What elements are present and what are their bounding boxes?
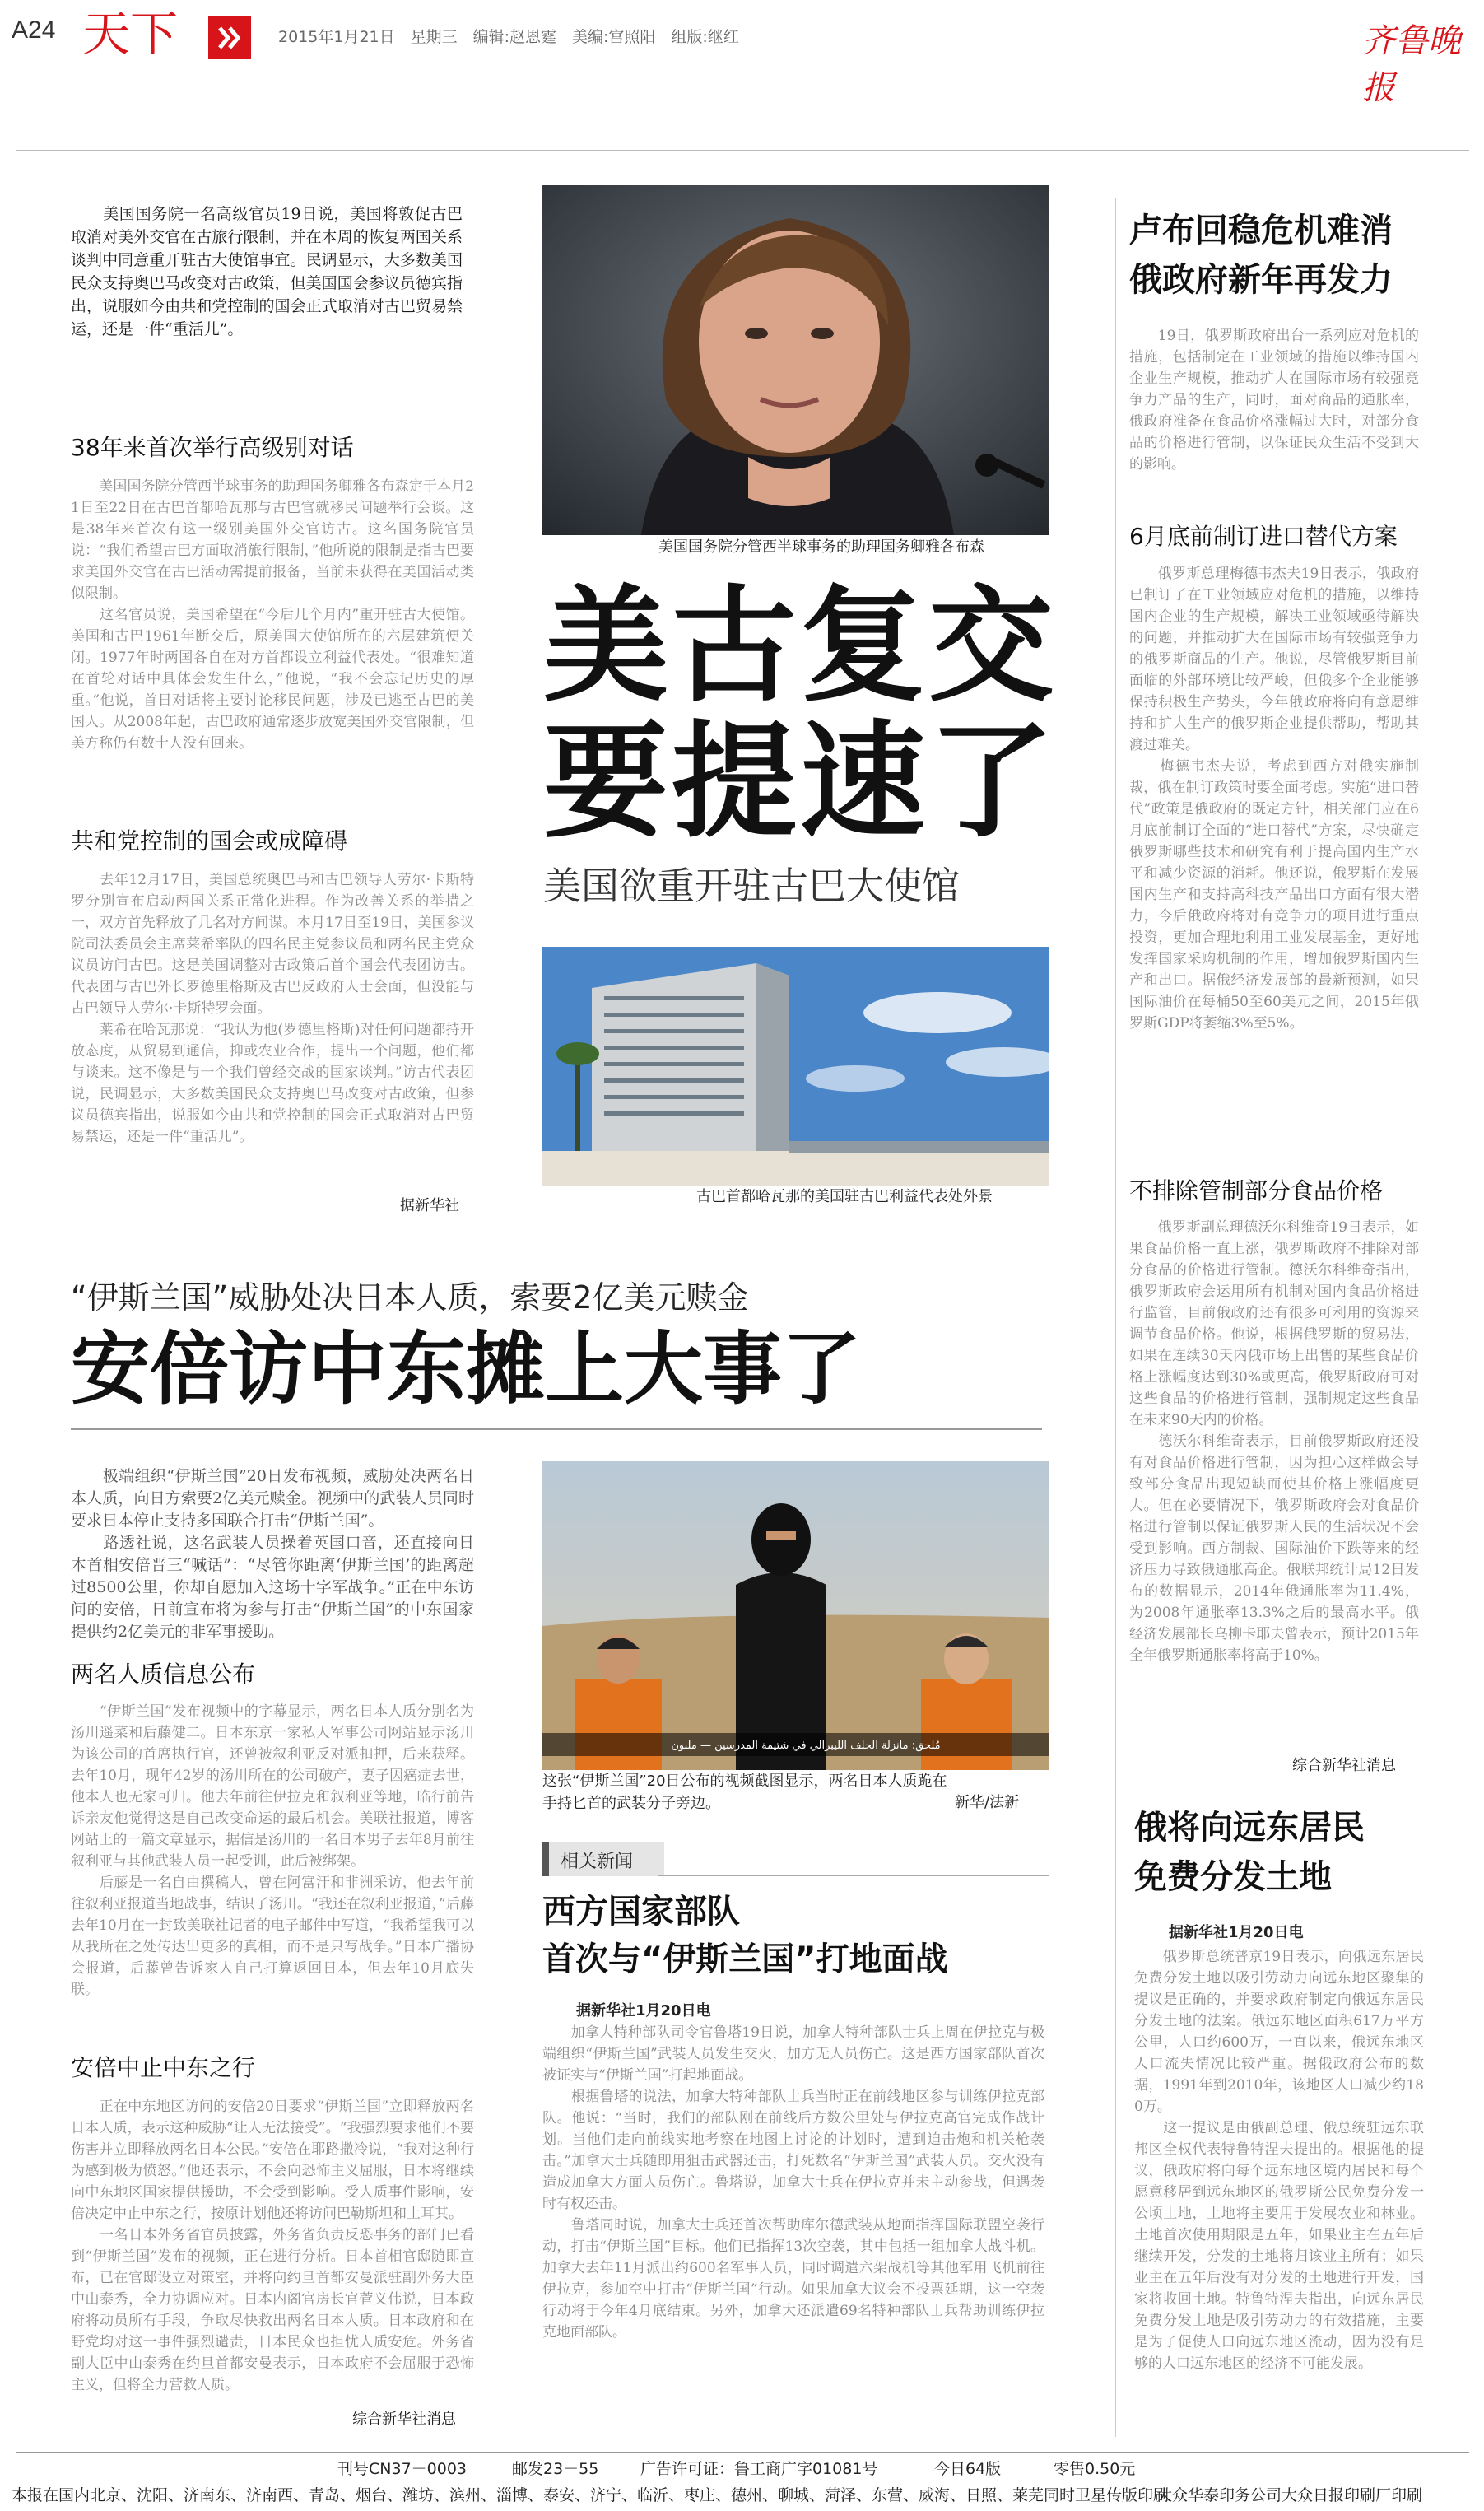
japan-lead: 极端组织“伊斯兰国”20日发布视频，威胁处决两名日本人质，向日方索要2亿美元赎金。视频中的武装人员同时要求日本停止支持多国联合打击“伊斯兰国”。 路透社说，这名武装人员操着英国口音，还直接向日本首相安倍晋三“喊话”：“尽管你距离‘伊斯兰国’的距离超过8500公里，你却自愿加入这场十字军战争。”正在中东访问的安倍，日前宣布将为参与打击“伊斯兰国”的中东国家提供约2亿美元的非军事援助。 [71,1467,474,1641]
page-header [0,0,1484,107]
cuba-subtitle: 美国欲重开驻古巴大使馆 [543,864,960,908]
russia-subhead-1: 6月底前制订进口替代方案 [1129,523,1398,550]
footer-printer: 大众华泰印务公司大众日报印刷厂印刷 [1156,2486,1423,2504]
japan-subhead-2: 安倍中止中东之行 [71,2054,256,2081]
cuba-body-1: 美国国务院分管西半球事务的助理国务卿雅各布森定于本月21日至22日在古巴首都哈瓦那与古巴官就移民问题举行会谈。这是38年来首次有这一级别美国外交官访古。这名国务院官员说：“我们希望古巴方面取消旅行限制，”他所说的限制是指古巴要求美国外交官在古巴活动需提前报备，当前未获得在美国活动类似限制。 这名官员说，美国希望在“今后几个月内”重开驻古大使馆。美国和古巴1961年断交后，原美国大使馆所在的六层建筑便关闭。1977年时两国各自在对方首都设立利益代表处。“很难知道在首轮对话中具体会发生什么，”他说，“我不会忘记历史的厚重。”他说，首日对话将主要讨论移民问题，涉及已逃至古巴的美国人。从2008年起，古巴政府通常逐步放宽美国外交官限制，但美方称仍有数十人没有回来。 [71,478,474,752]
japan-subhead-1: 两名人质信息公布 [71,1661,256,1688]
related-dateline: 据新华社1月20日电 [576,2002,711,2020]
footer-ad-license: 广告许可证：鲁工商广字01081号 [640,2460,878,2478]
footer-rule [16,2452,1469,2453]
cuba-body-2: 去年12月17日，美国总统奥巴马和古巴领导人劳尔·卡斯特罗分别宣布启动两国关系正常化进程。作为改善关系的举措之一，双方首先释放了几名对方间谍。本月17日至19日，美国参议院司法委员会主席莱希率队的四名民主党参议员和两名民主党众议员访问古巴。这是美国调整对古政策后首个国会代表团访古。代表团与古巴外长罗德里格斯及古巴反政府人士会面，但没能与古巴领导人劳尔·卡斯特罗会面。 莱希在哈瓦那说：“我认为他(罗德里格斯)对任何问题都持开放态度，从贸易到通信，抑或农业合作，提出一个问题，他们都与谈来。这不像是与一个我们曾经交战的国家谈判。”访古代表团说，民调显示，大多数美国民众支持奥巴马改变对古政策，但参议员德宾指出，说服如今由共和党控制的国会正式取消对古巴贸易禁运，还是一件“重活儿”。 [71,872,474,1145]
cuba-headline-line2: 要提速了 [543,709,1057,855]
japan-kicker: “伊斯兰国”威胁处决日本人质，索要2亿美元赎金 [71,1279,749,1316]
related-news-tag-box [542,1842,664,1876]
russia-headline-2: 俄政府新年再发力 [1129,261,1393,299]
japan-headline-rule [71,1428,1042,1430]
newspaper-logo: 齐鲁晚报 [1362,22,1461,107]
section-title: 天下 [82,6,179,62]
embassy-photo-caption: 古巴首都哈瓦那的美国驻古巴利益代表处外景 [696,1188,993,1205]
cuba-headline-line1: 美古复交 [543,573,1057,719]
cuba-source: 据新华社 [400,1197,459,1214]
video-ticker-text: مُلحق: مانزلة الحلف الليبرالي في شتيمة المدرسين — ملبون [671,1740,941,1752]
hostage-photo-credit: 新华/法新 [955,1794,1020,1811]
hostage-photo-caption: 这张“伊斯兰国”20日公布的视频截图显示，两名日本人质跪在手持匕首的武装分子旁边。 [542,1773,947,1812]
russia-lead: 19日，俄罗斯政府出台一系列应对危机的措施，包括制定在工业领域的措施以维持国内企业生产规模，推动扩大在国际市场有较强竞争力产品的生产，同时，面对商品的通胀率，俄政府准备在食品价格涨幅过大时，对部分食品的价格进行管制，以保证民众生活不受到大的影响。 [1129,328,1419,473]
russia-body-1: 俄罗斯总理梅德韦杰夫19日表示，俄政府已制订了在工业领域应对危机的措施，以维持国内企业的生产规模，解决工业领域亟待解决的问题，并推动扩大在国际市场有较强竞争力的俄罗斯商品的生产。他说，尽管俄罗斯目前面临的外部环境比较严峻，但俄多个企业能够保持积极生产势头，今年俄政府将向有意愿维持和扩大生产的俄罗斯企业提供帮助，帮助其渡过难关。 梅德韦杰夫说，考虑到西方对俄实施制裁，俄在制订政策时要全面考虑。实施“进口替代”政策是俄政府的既定方针，相关部门应在6月底前制订全面的“进口替代”方案，尽快确定俄罗斯哪些技术和研究有利于提高国内生产水平和减少资源的消耗。他还说，俄罗斯在发展国内生产和支持高科技产品出口方面有很大潜力，今后俄政府将对有竞争力的项目进行重点投资，更加合理地利用工业发展基金，更好地发挥国家采购机制的作用，增加俄罗斯国内生产和出口。据俄经济发展部的最新预测，如果国际油价在每桶50至60美元之间，2015年俄罗斯GDP将萎缩3%至5%。 [1129,566,1419,1032]
cuba-subhead-1: 38年来首次举行高级别对话 [71,434,354,461]
russia-land-headline-1: 俄将向远东居民 [1134,1809,1365,1847]
russia-land-dateline: 据新华社1月20日电 [1169,1924,1304,1941]
russia-land-body: 俄罗斯总统普京19日表示，向俄远东居民免费分发土地以吸引劳动力向远东地区聚集的提议是正确的，并要求政府制定向俄远东居民分发土地的法案。俄远东地区面积617万平方公里，人口约600万，一直以来，俄远东地区人口流失情况比较严重。据俄政府公布的数据，1991年到2010年，该地区人口减少约180万。 这一提议是由俄副总理、俄总统驻远东联邦区全权代表特鲁特涅夫提出的。根据他的提议，俄政府将向每个远东地区境内居民和每个愿意移居到远东地区的俄罗斯公民免费分发一公顷土地，土地将主要用于发展农业和林业。土地首次使用期限是五年，如果业主在五年后继续开发，分发的土地将归该业主所有；如果业主在五年后没有对分发的土地进行开发，国家将收回土地。特鲁特涅夫指出，向远东居民免费分发土地是吸引劳动力的有效措施，主要是为了促使人口向远东地区流动，因为没有足够的人口远东地区的经济不可能发展。 [1134,1949,1424,2372]
footer-postal: 邮发23－55 [512,2460,599,2478]
cuba-subhead-2: 共和党控制的国会或成障碍 [71,827,348,855]
header-divider [16,150,1469,151]
page-number: A24 [12,16,56,44]
related-body: 加拿大特种部队司令官鲁塔19日说，加拿大特种部队士兵上周在伊拉克与极端组织“伊斯兰国”武装人员发生交火，加方无人员伤亡。这是西方国家部队首次被证实与“伊斯兰国”打起地面战。 根据鲁塔的说法，加拿大特种部队士兵当时正在前线地区参与训练伊拉克部队。他说：“当时，我们的部队刚在前线后方数公里处与伊拉克高官完成作战计划。当他们走向前线实地考察在地图上讨论的计划时，遭到迫击炮和机关枪袭击。”加拿大士兵随即用狙击武器还击，打死数名“伊斯兰国”武装人员。交火没有造成加拿大方面人员伤亡。鲁塔说，加拿大士兵在伊拉克并未主动参战，但遇袭时有权还击。 鲁塔同时说，加拿大士兵还首次帮助库尔德武装从地面指挥国际联盟空袭行动，打击“伊斯兰国”目标。他们已指挥13次空袭，其中包括一组加拿大战斗机。加拿大去年11月派出约600名军事人员，同时调遣六架战机等其他军用飞机前往伊拉克，参加空中打击“伊斯兰国”行动。如果加拿大议会不投票延期，这一空袭行动将于今年4月底结束。另外，加拿大还派遣69名特种部队士兵帮助训练伊拉克地面部队。 [542,2024,1044,2341]
japan-headline: 安倍访中东摊上大事了 [71,1323,861,1415]
footer-price: 零售0.50元 [1054,2460,1136,2478]
russia-land-headline-2: 免费分发土地 [1134,1858,1332,1896]
header-meta: 2015年1月21日 星期三 编辑:赵恩霆 美编:宫照阳 组版:继红 [278,28,739,46]
related-headline-1: 西方国家部队 [542,1893,740,1931]
official-portrait-photo [542,185,1049,535]
cuba-lead: 美国国务院一名高级官员19日说，美国将敦促古巴取消对美外交官在古旅行限制，并在本周的恢复两国关系谈判中同意重开驻古大使馆事宜。民调显示，大多数美国民众支持奥巴马改变对古政策，但美国国会参议员德宾指出，说服如今由共和党控制的国会正式取消对古巴贸易禁运，还是一件“重活儿”。 [71,205,463,338]
japan-body-1: “伊斯兰国”发布视频中的字幕显示，两名日本人质分别名为汤川遥菜和后藤健二。日本东京一家私人军事公司网站显示汤川为该公司的首席执行官，还曾被叙利亚反对派扣押，后来获释。去年10月，现年42岁的汤川所在的公司破产，妻子因癌症去世，他本人也无家可归。他去年前往伊拉克和叙利亚等地，临行前告诉亲友他觉得这是自己改变命运的最后机会。美联社报道，博客网站上的一篇文章显示，据信是汤川的一名日本男子去年8月前往叙利亚与其他武装人员一起受训，此后被绑架。 后藤是一名自由撰稿人，曾在阿富汗和非洲采访，他去年前往叙利亚报道当地战事，结识了汤川。“我还在叙利亚报道，”后藤去年10月在一封致美联社记者的电子邮件中写道，“我希望我可以从我所在之处传达出更多的真相，而不是只写战争。”日本广播协会报道，后藤曾告诉家人自己打算返回日本，但去年10月底失联。 [71,1703,474,1998]
double-chevron-icon [208,16,251,59]
embassy-building-photo [542,947,1049,1186]
japan-body-2: 正在中东地区访问的安倍20日要求“伊斯兰国”立即释放两名日本人质，表示这种威胁“让人无法接受”。“我强烈要求他们不要伤害并立即释放两名日本公民。”安倍在耶路撒冷说，“我对这种行为感到极为愤怒。”他还表示，不会向恐怖主义屈服，日本将继续向中东地区国家提供援助，不会受到影响。受人质事件影响，安倍决定中止中东之行，按原计划他还将访问巴勒斯坦和土耳其。 一名日本外务省官员披露，外务省负责反恐事务的部门已看到“伊斯兰国”发布的视频，正在进行分析。日本首相官邸随即宣布，已在官邸设立对策室，并将向约旦首都安曼派驻副外务大臣中山泰秀，全力协调应对。日本内阁官房长官菅义伟说，日本政府将动员所有手段，争取尽快救出两名日本人质。日本政府和在野党均对这一事件强烈谴责，日本民众也担忧人质安危。外务省副大臣中山泰秀在约旦首都安曼表示，日本政府不会屈服于恐怖主义，但将全力营救人质。 [71,2099,474,2393]
footer-info-row [337,2457,1161,2480]
related-news-tag: 相关新闻 [561,1852,634,1872]
russia-column-divider [1115,198,1116,2437]
official-portrait-caption: 美国国务院分管西半球事务的助理国务卿雅各布森 [658,538,984,556]
hostage-video-photo [542,1461,1049,1770]
japan-source: 综合新华社消息 [352,2411,456,2428]
footer-issn: 刊号CN37－0003 [337,2460,468,2478]
russia-source: 综合新华社消息 [1292,1757,1396,1774]
russia-body-2: 俄罗斯副总理德沃尔科维奇19日表示，如果食品价格一直上涨，俄罗斯政府不排除对部分食品的价格进行管制。德沃尔科维奇指出，俄罗斯政府会运用所有机制对国内食品价格进行监管，目前俄政府还有很多可利用的资源来调节食品价格。他说，根据俄罗斯的贸易法，如果在连续30天内俄市场上出售的某些食品价格上涨幅度达到30%或更高，俄罗斯政府可对这些食品的价格进行管制，强制规定这些食品在未来90天内的价格。 德沃尔科维奇表示，目前俄罗斯政府还没有对食品价格进行管制，因为担心这样做会导致部分食品出现短缺而使其价格上涨幅度更大。但在必要情况下，俄罗斯政府会对食品价格进行管制以保证俄罗斯人民的生活状况不会受到影响。西方制裁、国际油价下跌等来的经济压力导致俄通胀高企。俄联邦统计局12日发布的数据显示，2014年俄通胀率为11.4%，为2008年通胀率13.3%之后的最高水平。俄经济发展部长乌柳卡耶夫曾表示，预计2015年全年俄罗斯通胀率将高于10%。 [1129,1219,1419,1664]
russia-headline-1: 卢布回稳危机难消 [1129,212,1393,249]
footer-print-cities: 本报在国内北京、沈阳、济南东、济南西、青岛、烟台、潍坊、滨州、淄博、泰安、济宁、临沂、枣庄、德州、聊城、菏泽、东营、威海、日照、莱芜同时卫星传版印刷 [12,2486,1170,2504]
russia-subhead-2: 不排除管制部分食品价格 [1129,1177,1384,1204]
footer-pages: 今日64版 [934,2460,1002,2478]
related-tag-rule [658,1875,1049,1876]
related-headline-2: 首次与“伊斯兰国”打地面战 [542,1940,948,1978]
